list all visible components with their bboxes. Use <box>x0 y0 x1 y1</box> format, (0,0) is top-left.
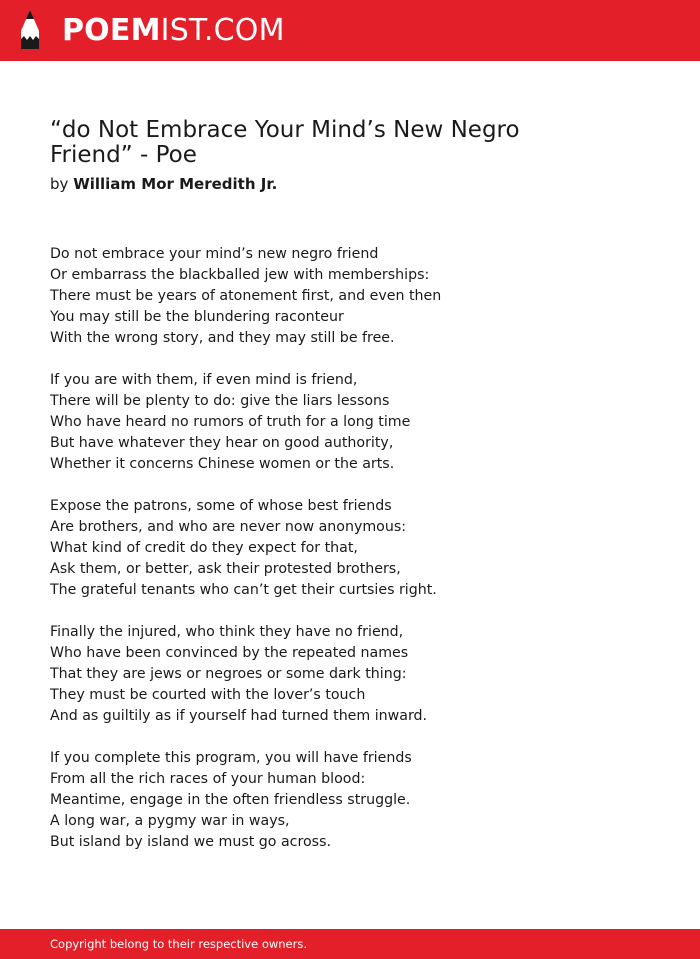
poem-body <box>50 244 650 874</box>
poem-line: With the wrong story, and they may still be free. <box>50 330 395 346</box>
author-name: William Mor Meredith Jr. <box>73 175 278 193</box>
stanza <box>50 244 650 349</box>
poem-line: Expose the patrons, some of whose best friends <box>50 498 392 514</box>
poem-line: From all the rich races of your human blood: <box>50 771 366 787</box>
stanza <box>50 748 650 853</box>
poem-line: Meantime, engage in the often friendless struggle. <box>50 792 411 808</box>
poem-line: There must be years of atonement first, and even then <box>50 288 442 304</box>
poem-line: Or embarrass the blackballed jew with memberships: <box>50 267 430 283</box>
poem-line: There will be plenty to do: give the liars lessons <box>50 393 390 409</box>
poem-line: A long war, a pygmy war in ways, <box>50 813 290 829</box>
poem-line: Are brothers, and who are never now anonymous: <box>50 519 407 535</box>
poem-line: That they are jews or negroes or some dark thing: <box>50 666 407 682</box>
poem-line: They must be courted with the lover’s touch <box>50 687 366 703</box>
poem-title: “do Not Embrace Your Mind’s New Negro Friend” - Poe <box>50 117 520 168</box>
brand-logo[interactable] <box>62 11 285 51</box>
footer-bar <box>0 929 700 959</box>
poem-line: Ask them, or better, ask their protested brothers, <box>50 561 401 577</box>
header-bar <box>0 0 700 61</box>
poem-line: But island by island we must go across. <box>50 834 331 850</box>
poem-line: What kind of credit do they expect for that, <box>50 540 358 556</box>
poem-line: The grateful tenants who can’t get their curtsies right. <box>50 582 437 598</box>
poem-line: If you are with them, if even mind is friend, <box>50 372 358 388</box>
poem-line: Who have been convinced by the repeated names <box>50 645 409 661</box>
poem-line: Do not embrace your mind’s new negro friend <box>50 246 379 262</box>
stanza <box>50 496 650 601</box>
poem-line: Whether it concerns Chinese women or the arts. <box>50 456 395 472</box>
pencil-tip-icon[interactable] <box>17 9 43 51</box>
copyright-notice: Copyright belong to their respective owners. <box>50 937 308 951</box>
poem-line: If you complete this program, you will have friends <box>50 750 412 766</box>
brand-bold: POEM <box>62 13 161 48</box>
stanza <box>50 622 650 727</box>
poem-line: And as guiltily as if yourself had turned them inward. <box>50 708 428 724</box>
poem-line: But have whatever they hear on good authority, <box>50 435 394 451</box>
poem-line: You may still be the blundering raconteur <box>50 309 344 325</box>
byline <box>50 174 277 194</box>
brand-light: IST.COM <box>160 13 285 48</box>
by-label: by <box>50 175 69 193</box>
poem-line: Finally the injured, who think they have no friend, <box>50 624 404 640</box>
stanza <box>50 370 650 475</box>
poem-line: Who have heard no rumors of truth for a long time <box>50 414 411 430</box>
